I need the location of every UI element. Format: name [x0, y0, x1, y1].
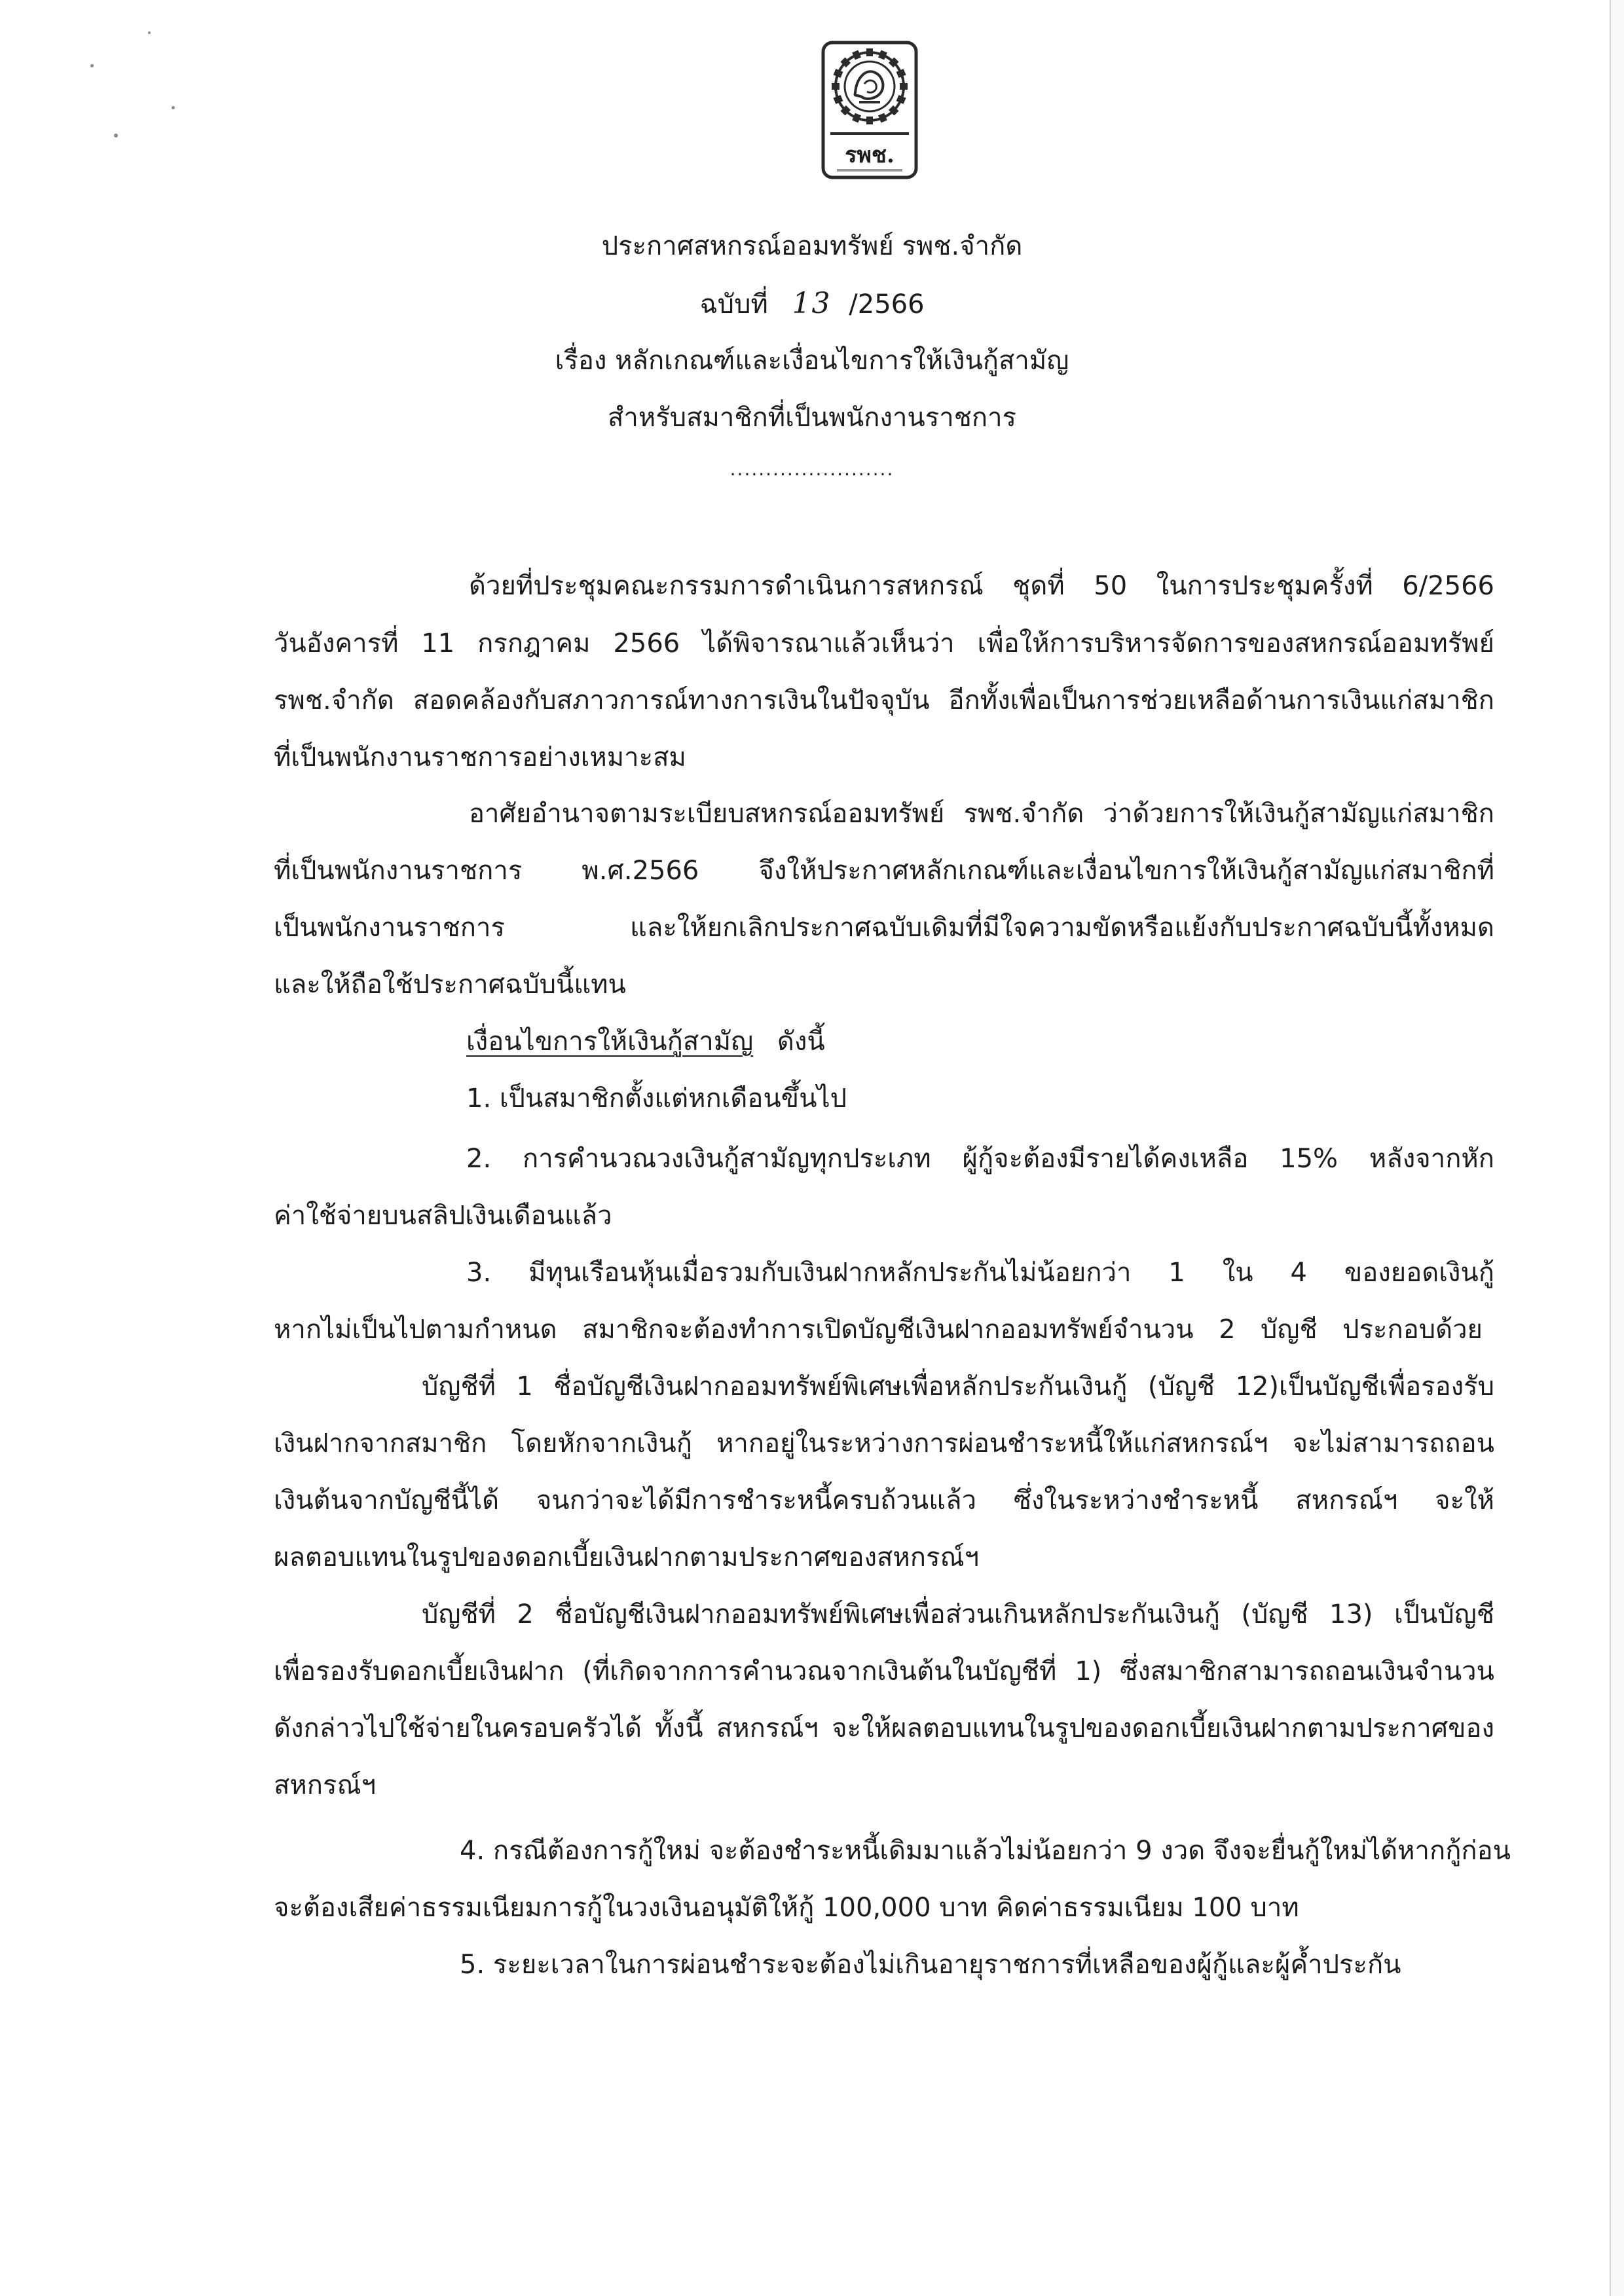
- account-2-line: เพื่อรองรับดอกเบี้ยเงินฝาก (ที่เกิดจากการคำนวณจากเงินต้นในบัญชีที่ 1) ซึ่งสมาชิกสามารถถอนเงินจำนวน: [274, 1656, 1494, 1686]
- paragraph-2-line: อาศัยอำนาจตามระเบียบสหกรณ์ออมทรัพย์ รพช.จำกัด ว่าด้วยการให้เงินกู้สามัญแก่สมาชิก: [469, 799, 1494, 829]
- cooperative-logo: [821, 41, 918, 179]
- account-1-line: ผลตอบแทนในรูปของดอกเบี้ยเงินฝากตามประกาศของสหกรณ์ฯ: [274, 1542, 980, 1573]
- condition-item-4-line: 4. กรณีต้องการกู้ใหม่ จะต้องชำระหนี้เดิมมาแล้วไม่น้อยกว่า 9 งวด จึงจะยื่นกู้ใหม่ได้หากกู้ก่อน: [460, 1836, 1511, 1866]
- paragraph-1-line: รพช.จำกัด สอดคล้องกับสภาวการณ์ทางการเงินในปัจจุบัน อีกทั้งเพื่อเป็นการช่วยเหลือด้านการเงินแก่สมาชิก: [274, 685, 1494, 716]
- logo-text: รพช.: [845, 142, 895, 168]
- account-1-line: บัญชีที่ 1 ชื่อบัญชีเงินฝากออมทรัพย์พิเศษเพื่อหลักประกันเงินกู้ (บัญชี 12)เป็นบัญชีเพื่อรองรับ: [422, 1372, 1494, 1402]
- paragraph-1-line: วันอังคารที่ 11 กรกฎาคม 2566 ได้พิจารณาแล้วเห็นว่า เพื่อให้การบริหารจัดการของสหกรณ์ออมทรัพย์: [274, 629, 1494, 659]
- issue-number: 13: [792, 287, 832, 320]
- scan-speck: [90, 64, 94, 67]
- condition-item-3-line: 3. มีทุนเรือนหุ้นเมื่อรวมกับเงินฝากหลักประกันไม่น้อยกว่า 1 ใน 4 ของยอดเงินกู้: [466, 1258, 1494, 1288]
- condition-item-1: 1. เป็นสมาชิกตั้งแต่หกเดือนขึ้นไป: [466, 1084, 847, 1114]
- account-1-line: เงินต้นจากบัญชีนี้ได้ จนกว่าจะได้มีการชำระหนี้ครบถ้วนแล้ว ซึ่งในระหว่างชำระหนี้ สหกรณ์ฯ จะให้: [274, 1485, 1494, 1516]
- scan-speck: [148, 31, 151, 34]
- issue-prefix: ฉบับที่: [699, 289, 768, 319]
- conditions-heading: [466, 1029, 825, 1055]
- scan-speck: [114, 134, 118, 137]
- paragraph-2-line: เป็นพนักงานราชการ และให้ยกเลิกประกาศฉบับเดิมที่มีใจความขัดหรือแย้งกับประกาศฉบับนี้ทั้งหมด: [274, 913, 1494, 943]
- condition-item-4-line: จะต้องเสียค่าธรรมเนียมการกู้ในวงเงินอนุมัติให้กู้ 100,000 บาท คิดค่าธรรมเนียม 100 บาท: [274, 1893, 1299, 1923]
- paragraph-1-line: ด้วยที่ประชุมคณะกรรมการดำเนินการสหกรณ์ ชุดที่ 50 ในการประชุมครั้งที่ 6/2566: [469, 571, 1494, 601]
- condition-item-2-line: ค่าใช้จ่ายบนสลิปเงินเดือนแล้ว: [274, 1201, 612, 1231]
- condition-item-5: 5. ระยะเวลาในการผ่อนชำระจะต้องไม่เกินอายุราชการที่เหลือของผู้กู้และผู้ค้ำประกัน: [460, 1950, 1401, 1980]
- announcement-title: ประกาศสหกรณ์ออมทรัพย์ รพช.จำกัด: [601, 231, 1023, 261]
- conditions-heading-suffix: ดังนี้: [777, 1027, 825, 1057]
- scan-speck: [172, 106, 175, 109]
- condition-item-2-line: 2. การคำนวณวงเงินกู้สามัญทุกประเภท ผู้กู้จะต้องมีรายได้คงเหลือ 15% หลังจากหัก: [466, 1144, 1494, 1174]
- separator: .......................: [729, 458, 895, 480]
- subject-line: เรื่อง หลักเกณฑ์และเงื่อนไขการให้เงินกู้สามัญ: [555, 346, 1069, 376]
- condition-item-3-line: หากไม่เป็นไปตามกำหนด สมาชิกจะต้องทำการเปิดบัญชีเงินฝากออมทรัพย์จำนวน 2 บัญชี ประกอบด้วย: [274, 1315, 1483, 1345]
- account-2-line: สหกรณ์ฯ: [274, 1770, 377, 1800]
- issue-suffix: /2566: [849, 289, 925, 319]
- paragraph-2-line: ที่เป็นพนักงานราชการ พ.ศ.2566 จึงให้ประกาศหลักเกณฑ์และเงื่อนไขการให้เงินกู้สามัญแก่สมาชิกที่: [274, 856, 1494, 886]
- account-2-line: ดังกล่าวไปใช้จ่ายในครอบครัวได้ ทั้งนี้ สหกรณ์ฯ จะให้ผลตอบแทนในรูปของดอกเบี้ยเงินฝากตามประกาศของ: [274, 1713, 1494, 1743]
- account-1-line: เงินฝากจากสมาชิก โดยหักจากเงินกู้ หากอยู่ในระหว่างการผ่อนชำระหนี้ให้แก่สหกรณ์ฯ จะไม่สามารถถอน: [274, 1429, 1494, 1459]
- paragraph-1-line: ที่เป็นพนักงานราชการอย่างเหมาะสม: [274, 742, 686, 773]
- paragraph-2-line: และให้ถือใช้ประกาศฉบับนี้แทน: [274, 970, 626, 1000]
- conditions-heading-title: เงื่อนไขการให้เงินกู้สามัญ: [466, 1027, 754, 1057]
- subject-line-2: สำหรับสมาชิกที่เป็นพนักงานราชการ: [607, 403, 1017, 433]
- issue-line: [0, 283, 1624, 325]
- account-2-line: บัญชีที่ 2 ชื่อบัญชีเงินฝากออมทรัพย์พิเศษเพื่อส่วนเกินหลักประกันเงินกู้ (บัญชี 13) เป็นบัญชี: [422, 1599, 1494, 1630]
